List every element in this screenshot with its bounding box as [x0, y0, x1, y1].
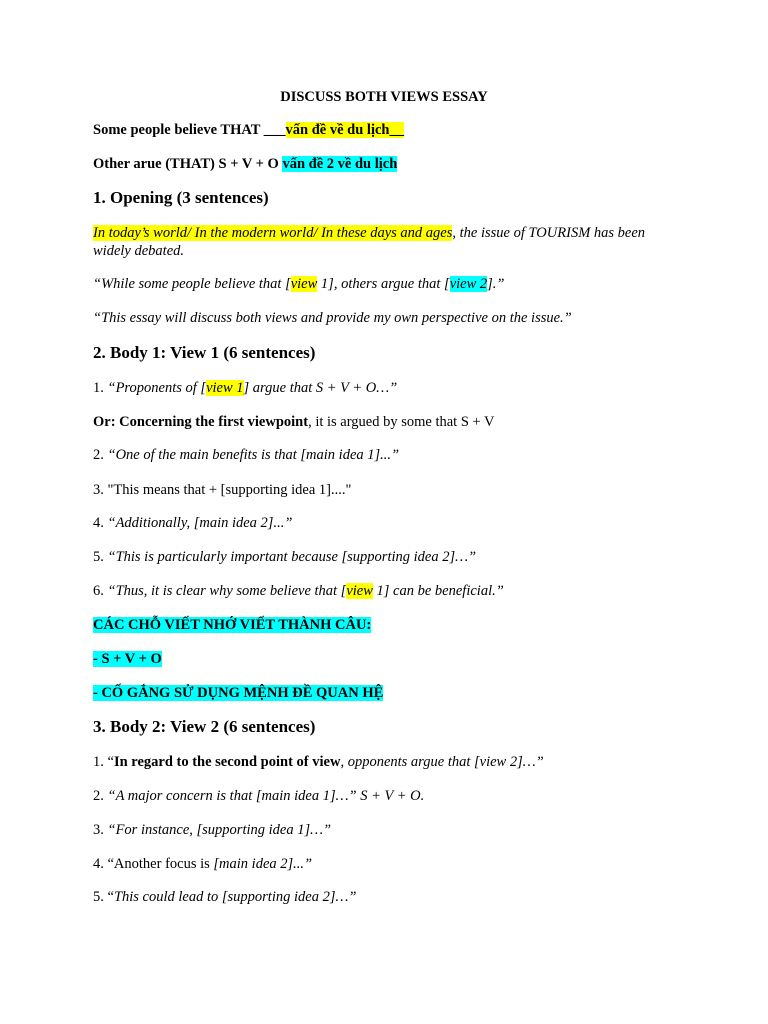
body2-sentence-4: 4. “Another focus is [main idea 2]...” [93, 856, 313, 872]
body1-sentence-3: 3. "This means that + [supporting idea 1]...." [93, 482, 352, 498]
note-line-3: - CỐ GẮNG SỬ DỤNG MỆNH ĐỀ QUAN HỆ [93, 685, 384, 701]
body2-sentence-3: 3. “For instance, [supporting idea 1]…” [93, 822, 332, 838]
intro-line-2: Other arue (THAT) S + V + O vấn đề 2 về du lịch [93, 156, 398, 172]
heading-body-1: 2. Body 1: View 1 (6 sentences) [93, 343, 316, 362]
body1-sentence-5: 5. “This is particularly important because [supporting idea 2]…” [93, 549, 477, 565]
highlight-topic-2: vấn đề 2 về du lịch [282, 156, 398, 172]
body1-sentence-2: 2. “One of the main benefits is that [main idea 1]...” [93, 447, 400, 463]
document-title: DISCUSS BOTH VIEWS ESSAY [280, 89, 488, 105]
highlight-view-2: view 2 [449, 276, 488, 292]
intro-line-1: Some people believe THAT ___vấn đề về du lịch__ [93, 122, 404, 138]
heading-body-2: 3. Body 2: View 2 (6 sentences) [93, 717, 316, 736]
body1-sentence-1: 1. “Proponents of [view 1] argue that S + V + O…” [93, 380, 398, 396]
highlight-topic-1: vấn đề về du lịch__ [285, 122, 404, 138]
heading-opening: 1. Opening (3 sentences) [93, 188, 269, 207]
highlight-opening-phrases: In today’s world/ In the modern world/ In these days and ages [93, 225, 453, 241]
highlight-view-1: view 1 [206, 380, 244, 396]
body1-sentence-4: 4. “Additionally, [main idea 2]...” [93, 515, 293, 531]
body2-sentence-5: 5. “This could lead to [supporting idea 2]…” [93, 889, 357, 905]
highlight-view-1: view [346, 583, 373, 599]
body1-sentence-6: 6. “Thus, it is clear why some believe that [view 1] can be beneficial.” [93, 583, 504, 599]
opening-sentence-1: In today’s world/ In the modern world/ In these days and ages, the issue of TOURISM has been widely debated. [93, 225, 646, 259]
highlight-view-1: view [290, 276, 318, 292]
opening-sentence-3: “This essay will discuss both views and provide my own perspective on the issue.” [93, 310, 572, 326]
opening-sentence-2: “While some people believe that [view 1], others argue that [view 2].” [93, 276, 505, 292]
body2-sentence-2: 2. “A major concern is that [main idea 1]…” S + V + O. [93, 788, 425, 804]
note-line-2: - S + V + O [93, 651, 162, 667]
body2-sentence-1: 1. “In regard to the second point of view, opponents argue that [view 2]…” [93, 754, 544, 770]
body1-alternative: Or: Concerning the first viewpoint, it is argued by some that S + V [93, 414, 495, 430]
note-line-1: CÁC CHỖ VIẾT NHỚ VIẾT THÀNH CÂU: [93, 617, 372, 633]
